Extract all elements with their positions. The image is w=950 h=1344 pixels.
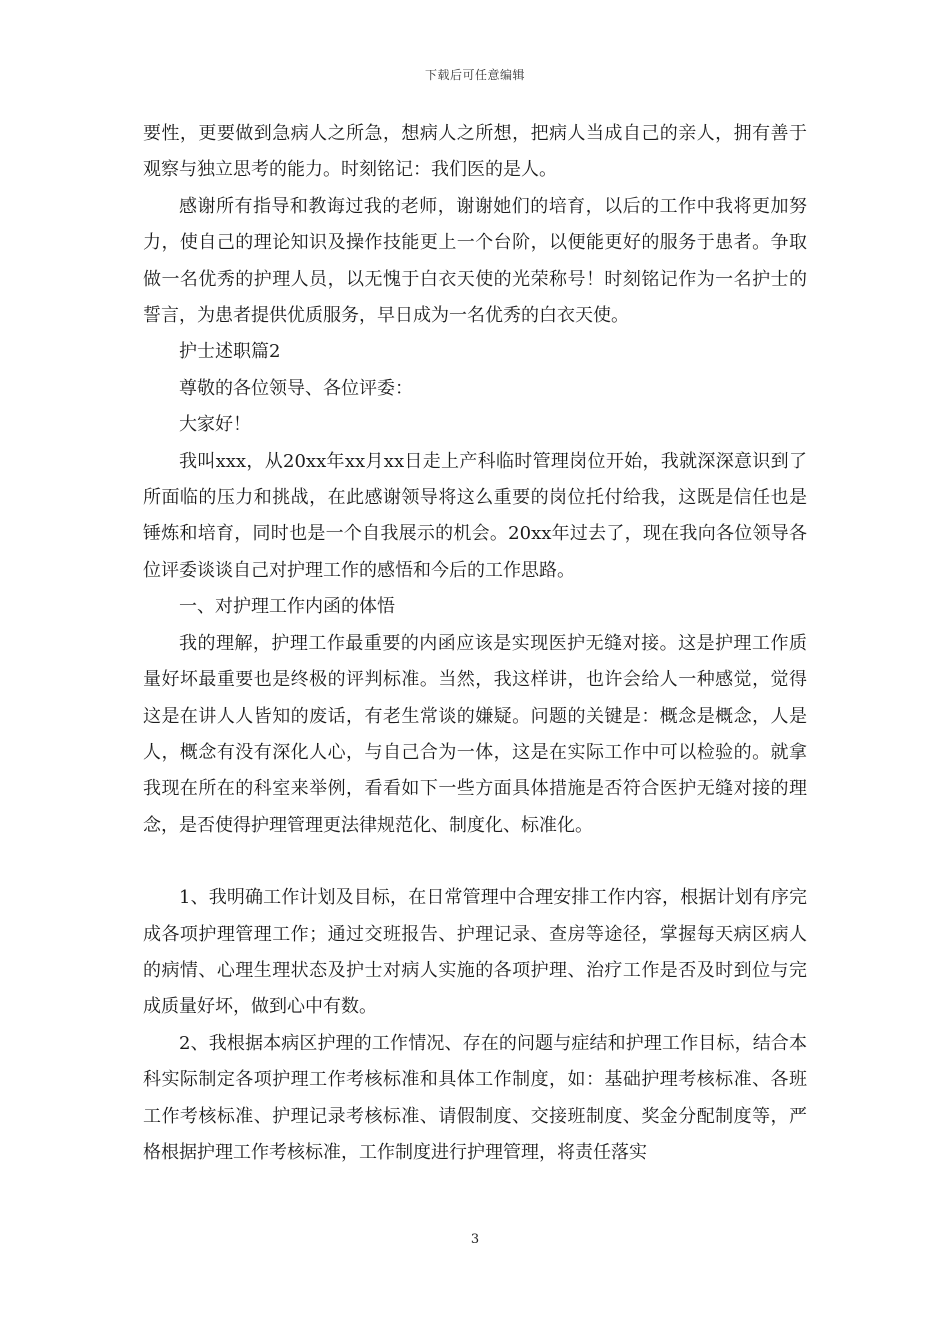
paragraph-thanks: 感谢所有指导和教诲过我的老师，谢谢她们的培育，以后的工作中我将更加努力，使自己的理论知识及操作技能更上一个台阶，以便能更好的服务于患者。争取做一名优秀的护理人员，以无愧于白衣天使的光荣称号！时刻铭记作为一名护士的誓言，为患者提供优质服务，早日成为一名优秀的白衣天使。 <box>143 195 807 327</box>
paragraph-intro: 我叫xxx，从20xx年xx月xx日走上产科临时管理岗位开始，我就深深意识到了所面临的压力和挑战，在此感谢领导将这么重要的岗位托付给我，这既是信任也是锤炼和培育，同时也是一个自我展示的机会。20xx年过去了，现在我向各位领导各位评委谈谈自己对护理工作的感悟和今后的工作思路。 <box>143 450 807 581</box>
salutation: 尊敬的各位领导、各位评委： <box>179 377 413 399</box>
list-item-2: 2、我根据本病区护理的工作情况、存在的问题与症结和护理工作目标，结合本科实际制定各项护理工作考核标准和具体工作制度，如：基础护理考核标准、各班工作考核标准、护理记录考核标准、请假制度、交接班制度、奖金分配制度等，严格根据护理工作考核标准，工作制度进行护理管理，将责任落实 <box>143 1032 807 1163</box>
blank-line <box>143 844 807 880</box>
greeting: 大家好！ <box>179 414 251 436</box>
subsection-heading: 一、对护理工作内函的体悟 <box>179 596 395 618</box>
paragraph-continuation: 要性，更要做到急病人之所急，想病人之所想，把病人当成自己的亲人，拥有善于观察与独立思考的能力。时刻铭记：我们医的是人。 <box>143 123 807 181</box>
paragraph-understanding: 我的理解，护理工作最重要的内函应该是实现医护无缝对接。这是护理工作质量好坏最重要也是终极的评判标准。当然，我这样讲，也许会给人一种感觉，觉得这是在讲人人皆知的废话，有老生常谈的嫌疑。问题的关键是：概念是概念，人是人，概念有没有深化人心，与自己合为一体，这是在实际工作中可以检验的。就拿我现在所在的科室来举例，看看如下一些方面具体措施是否符合医护无缝对接的理念，是否使得护理管理更法律规范化、制度化、标准化。 <box>143 632 807 836</box>
page-number: 3 <box>470 1232 480 1247</box>
section-title: 护士述职篇2 <box>179 341 281 363</box>
document-body <box>143 116 807 1171</box>
page-header: 下载后可任意编辑 <box>424 68 525 82</box>
list-item-1: 1、我明确工作计划及目标，在日常管理中合理安排工作内容，根据计划有序完成各项护理管理工作；通过交班报告、护理记录、查房等途径，掌握每天病区病人的病情、心理生理状态及护士对病人实施的各项护理、治疗工作是否及时到位与完成质量好坏，做到心中有数。 <box>143 887 807 1018</box>
